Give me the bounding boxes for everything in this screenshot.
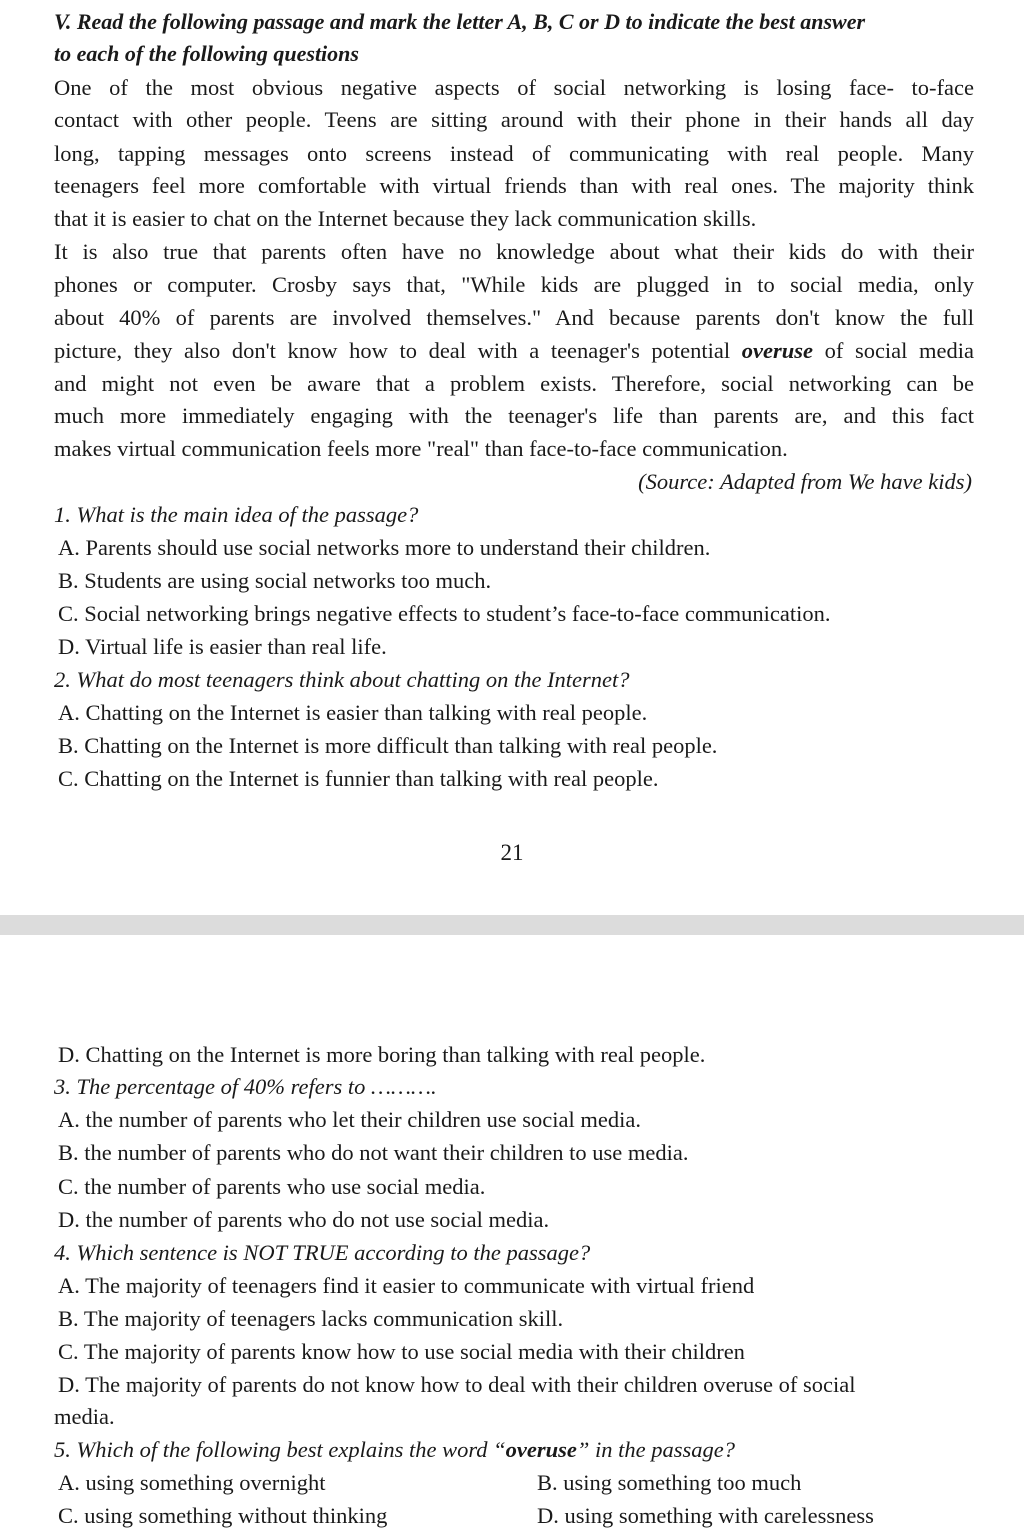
q4-option-a: A. The majority of teenagers find it easier to communicate with virtual friend: [58, 1273, 755, 1298]
passage-line: and might not even be aware that a problem exists. Therefore, social networking can be: [54, 371, 974, 396]
q2-option-d: D. Chatting on the Internet is more boring than talking with real people.: [58, 1042, 706, 1067]
q5-option-b: B. using something too much: [537, 1470, 802, 1495]
passage-line: makes virtual communication feels more "real" than face-to-face communication.: [54, 436, 788, 461]
passage-line: much more immediately engaging with the teenager's life than parents are, and this fact: [54, 403, 974, 428]
question-4: 4. Which sentence is NOT TRUE according to the passage?: [54, 1240, 591, 1265]
question-2: 2. What do most teenagers think about chatting on the Internet?: [54, 667, 630, 692]
question-5: [54, 1434, 735, 1466]
passage-line: long, tapping messages onto screens instead of communicating with real people. Many: [54, 141, 974, 166]
question-5-text: ” in the passage?: [576, 1437, 736, 1462]
q4-option-b: B. The majority of teenagers lacks communication skill.: [58, 1306, 564, 1331]
q3-option-a: A. the number of parents who let their children use social media.: [58, 1107, 641, 1132]
q1-option-b: B. Students are using social networks too much.: [58, 568, 492, 593]
q1-option-a: A. Parents should use social networks more to understand their children.: [58, 535, 711, 560]
passage-line: One of the most obvious negative aspects of social networking is losing face- to-face: [54, 75, 974, 100]
passage-source: (Source: Adapted from We have kids): [638, 469, 972, 494]
passage-line: [54, 335, 974, 367]
passage-text: of social media: [813, 338, 974, 363]
q1-option-c: C. Social networking brings negative effects to student’s face-to-face communication.: [58, 601, 831, 626]
q2-option-b: B. Chatting on the Internet is more difficult than talking with real people.: [58, 733, 718, 758]
q3-option-d: D. the number of parents who do not use social media.: [58, 1207, 550, 1232]
page-22: [0, 935, 1024, 1539]
section-heading-cont: to each of the following questions: [54, 41, 359, 66]
overuse-word: overuse: [741, 338, 813, 363]
q3-option-b: B. the number of parents who do not want their children to use media.: [58, 1140, 689, 1165]
overuse-word: overuse: [505, 1437, 577, 1462]
passage-line: teenagers feel more comfortable with virtual friends than with real ones. The majority think: [54, 173, 974, 198]
q2-option-a: A. Chatting on the Internet is easier than talking with real people.: [58, 700, 648, 725]
question-1: 1. What is the main idea of the passage?: [54, 502, 419, 527]
question-5-text: 5. Which of the following best explains the word “: [54, 1437, 506, 1462]
q4-option-c: C. The majority of parents know how to use social media with their children: [58, 1339, 745, 1364]
passage-line: phones or computer. Crosby says that, "While kids are plugged in to social media, only: [54, 272, 974, 297]
q2-option-c: C. Chatting on the Internet is funnier than talking with real people.: [58, 766, 659, 791]
section-heading: V. Read the following passage and mark the letter A, B, C or D to indicate the best answer: [54, 9, 866, 34]
q5-option-d: D. using something with carelessness: [537, 1503, 874, 1528]
passage-text: picture, they also don't know how to deal with a teenager's potential: [54, 338, 742, 363]
page-divider: [0, 915, 1024, 935]
q5-option-a: A. using something overnight: [58, 1470, 326, 1495]
page-number: 21: [500, 840, 524, 865]
q1-option-d: D. Virtual life is easier than real life.: [58, 634, 387, 659]
q4-option-d: D. The majority of parents do not know how to deal with their children overuse of social: [58, 1372, 856, 1397]
passage-line: It is also true that parents often have no knowledge about what their kids do with their: [54, 239, 974, 264]
question-3: 3. The percentage of 40% refers to ……….: [54, 1074, 437, 1099]
passage-line: about 40% of parents are involved themselves." And because parents don't know the full: [54, 305, 974, 330]
passage-line: that it is easier to chat on the Internet because they lack communication skills.: [54, 206, 757, 231]
passage-line: contact with other people. Teens are sitting around with their phone in their hands all day: [54, 107, 974, 132]
q3-option-c: C. the number of parents who use social media.: [58, 1174, 486, 1199]
q5-option-c: C. using something without thinking: [58, 1503, 388, 1528]
q4-option-d-cont: media.: [54, 1404, 115, 1429]
